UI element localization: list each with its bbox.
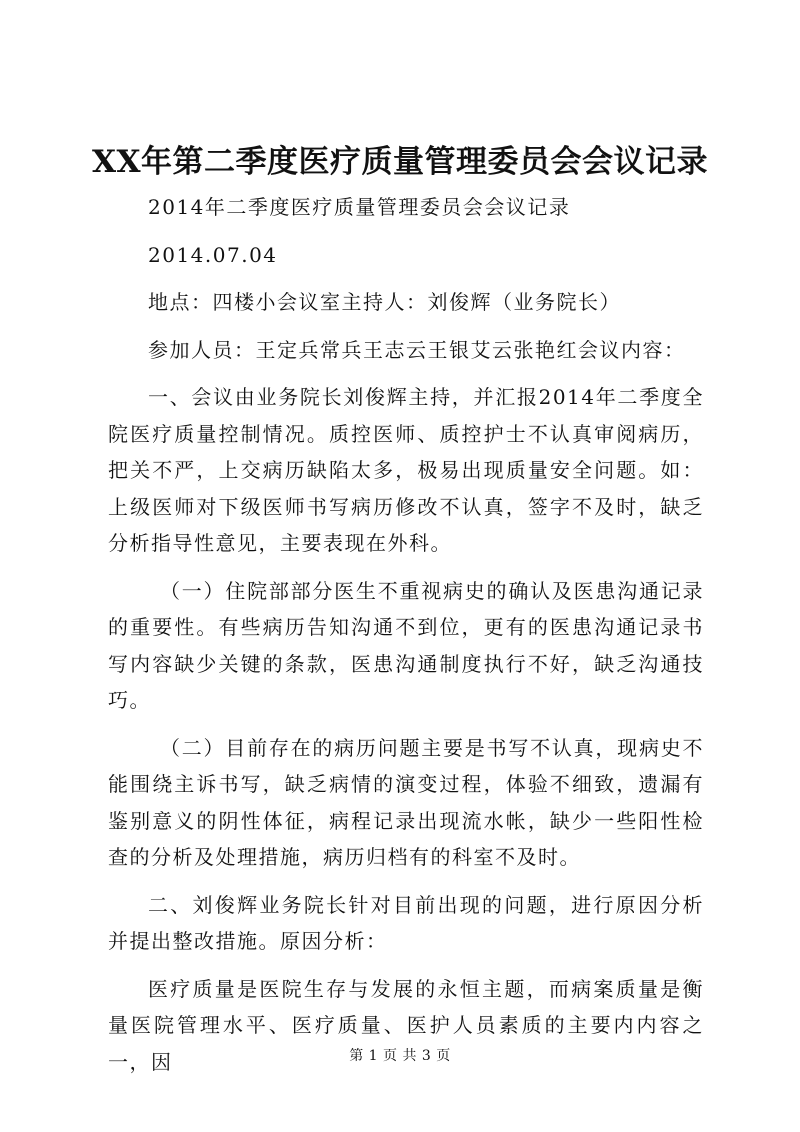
- subtitle-paragraph: 2014年二季度医疗质量管理委员会会议记录: [148, 195, 571, 219]
- location-host-paragraph: 地点：四楼小会议室主持人：刘俊辉（业务院长）: [148, 290, 621, 314]
- document-title: XX年第二季度医疗质量管理委员会会议记录: [91, 144, 709, 180]
- date-paragraph: 2014.07.04: [148, 242, 278, 267]
- subsection-one-paragraph: （一）住院部部分医生不重视病史的确认及医患沟通记录的重要性。有些病历告知沟通不到位，更有的医患沟通记录书写内容缺少关键的条款，医患沟通制度执行不好，缺乏沟通技巧。: [108, 578, 704, 712]
- attendees-paragraph: 参加人员：王定兵常兵王志云王银艾云张艳红会议内容：: [148, 337, 686, 362]
- section-one-paragraph: 一、会议由业务院长刘俊辉主持，并汇报2014年二季度全院医疗质量控制情况。质控医师、质控护士不认真审阅病历，把关不严，上交病历缺陷太多，极易出现质量安全问题。如：上级医师对下级医师书写病历修改不认真，签字不及时，缺乏分析指导性意见，主要表现在外科。: [108, 385, 704, 555]
- page-number-footer: 第 1 页 共 3 页: [349, 1048, 451, 1064]
- analysis-paragraph: 医疗质量是医院生存与发展的永恒主题，而病案质量是衡量医院管理水平、医疗质量、医护人员素质的主要内内容之一，因: [108, 976, 704, 1074]
- subsection-two-paragraph: （二）目前存在的病历问题主要是书写不认真，现病史不能围绕主诉书写，缺乏病情的演变过程，体验不细致，遗漏有鉴别意义的阴性体征，病程记录出现流水帐，缺少一些阳性检查的分析及处理措施，病历归档有的科室不及时。: [108, 735, 704, 869]
- section-two-paragraph: 二、刘俊辉业务院长针对目前出现的问题，进行原因分析并提出整改措施。原因分析：: [108, 892, 704, 953]
- document-body: [108, 189, 704, 1091]
